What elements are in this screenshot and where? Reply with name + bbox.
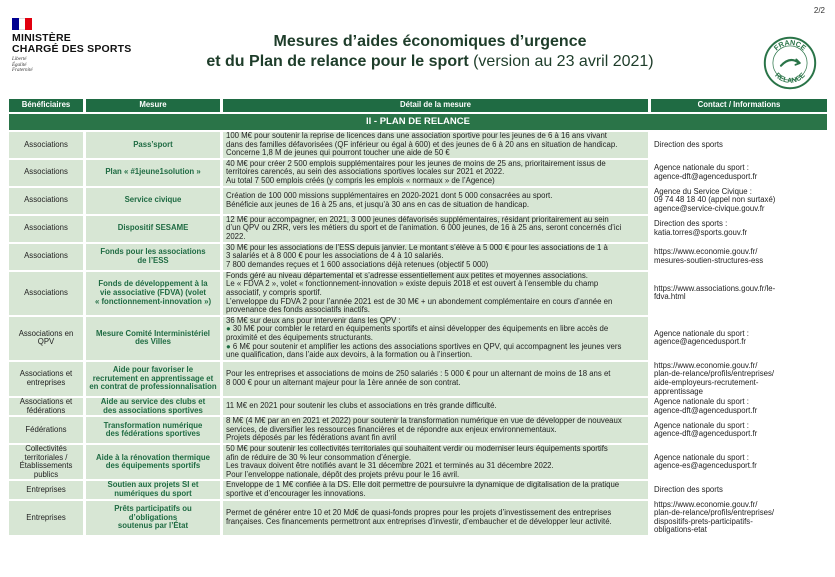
detail-cell: 40 M€ pour créer 2 500 emplois supplémentaires pour les jeunes de moins de 25 ans, prioritairement issus de territoires carencés, au sein des associations sportives locales sur 2021 et 2022. Au total 7 500 emplois créés (y compris les emplois « normaux » de l’Agence) <box>223 160 648 186</box>
table-header <box>9 99 827 112</box>
contact-cell: Direction des sports : katia.torres@sports.gouv.fr <box>651 216 827 242</box>
beneficiary-cell: Associations et fédérations <box>9 398 83 415</box>
detail-cell: Fonds géré au niveau départemental et s’adresse essentiellement aux petites et moyennes associations. Le « FDVA 2 », volet « fonctionnement-innovation » existe depuis 2018 et est ouvert à l’ensemble du champ associatif, y compris sportif. L’enveloppe du FDVA 2 pour l’année 2021 est de 30 M€ + un abondement complémentaire en cours d’année en provenance des fonds associatifs inactifs. <box>223 272 648 315</box>
beneficiary-cell: Associations en QPV <box>9 317 83 360</box>
logo-line2: CHARGÉ DES SPORTS <box>12 43 132 55</box>
table-row <box>9 160 827 186</box>
table-row <box>9 362 827 396</box>
table-row <box>9 445 827 479</box>
table-row <box>9 188 827 214</box>
svg-text:FRANCE: FRANCE <box>771 37 809 53</box>
table-row <box>9 398 827 415</box>
table-row <box>9 501 827 535</box>
measure-cell: Transformation numérique des fédérations sportives <box>86 417 220 443</box>
beneficiary-cell: Associations <box>9 272 83 315</box>
table-row <box>9 317 827 360</box>
section-row <box>9 114 827 130</box>
measure-cell: Aide à la rénovation thermique des équipements sportifs <box>86 445 220 479</box>
measures-table <box>9 97 827 537</box>
detail-cell: Enveloppe de 1 M€ confiée à la DS. Elle doit permettre de poursuivre la dynamique de digitalisation de la pratique sportive et d’encourager les innovations. <box>223 481 648 498</box>
page-number: 2/2 <box>813 6 825 15</box>
detail-cell: 8 M€ (4 M€ par an en 2021 et 2022) pour soutenir la transformation numérique en vue de développer de nouveaux services, de diversifier les ressources financières et de répondre aux enjeux environnementaux. Projets déposés par les fédérations avant fin avril <box>223 417 648 443</box>
measure-cell: Pass’sport <box>86 132 220 158</box>
measure-cell: Soutien aux projets SI et numériques du sport <box>86 481 220 498</box>
detail-cell: 50 M€ pour soutenir les collectivités territoriales qui souhaitent verdir ou moderniser leurs équipements sportifs afin de réduire de 30 % leur consommation d’énergie. Les travaux doivent être notifiés avant le 31 décembre 2021 et terminés au 31 décembre 2022. Pour l’enveloppe nationale, dépôt des projets prévu pour le 16 avril. <box>223 445 648 479</box>
detail-cell: 11 M€ en 2021 pour soutenir les clubs et associations en très grande difficulté. <box>223 398 648 415</box>
table-row <box>9 481 827 498</box>
beneficiary-cell: Collectivités territoriales / Établissements publics <box>9 445 83 479</box>
contact-cell: Agence nationale du sport : agence-es@agencedusport.fr <box>651 445 827 479</box>
header-contact: Contact / Informations <box>651 99 827 112</box>
title-line1: Mesures d’aides économiques d’urgence <box>273 33 587 50</box>
beneficiary-cell: Associations <box>9 132 83 158</box>
detail-cell: 12 M€ pour accompagner, en 2021, 3 000 jeunes défavorisés supplémentaires, résidant prioritairement au sein d’un QPV ou ZRR, vers les métiers du sport et de l’animation. 6 000 jeunes, de 16 à 25 ans, seront concernés d’ici 2022. <box>223 216 648 242</box>
table-row <box>9 272 827 315</box>
measure-cell: Service civique <box>86 188 220 214</box>
beneficiary-cell: Fédérations <box>9 417 83 443</box>
france-relance-badge-icon <box>763 36 817 90</box>
header-measure: Mesure <box>86 99 220 112</box>
contact-cell: https://www.associations.gouv.fr/le- fdva.html <box>651 272 827 315</box>
svg-text:RELANCE: RELANCE <box>773 70 807 85</box>
detail-cell: 36 M€ sur deux ans pour intervenir dans les QPV : ● 30 M€ pour combler le retard en équipements sportifs et ainsi développer des équipements en libre accès de proximité et des équipements structurants. ● 6 M€ pour soutenir et amplifier les actions des associations sportives en QPV, qui accompagnent les jeunes vers une qualification, dans l’aide aux devoirs, à la formation ou à l’insertion. <box>223 317 648 360</box>
ministry-logo <box>12 18 132 74</box>
table-row <box>9 132 827 158</box>
measure-cell: Fonds pour les associations de l’ESS <box>86 244 220 270</box>
measure-cell: Dispositif SESAME <box>86 216 220 242</box>
detail-cell: 30 M€ pour les associations de l’ESS depuis janvier. Le montant s’élève à 5 000 € pour les associations de 1 à 3 salariés et à 8 000 € pour les associations de 4 à 10 salariés. 7 800 demandes reçues et 1 600 associations déjà retenues (objectif 5 000) <box>223 244 648 270</box>
contact-cell: Agence nationale du sport : agence-dft@agencedusport.fr <box>651 417 827 443</box>
page-title <box>150 32 710 72</box>
motto: Liberté Égalité Fraternité <box>12 57 33 73</box>
detail-cell: 100 M€ pour soutenir la reprise de licences dans une association sportive pour les jeunes de 6 à 16 ans vivant dans des familles défavorisées (QF inférieur ou égal à 600) et des jeunes de 6 à 20 ans en situation de handicap. Concerne 1,8 M de jeunes qui pourront toucher une aide de 50 € <box>223 132 648 158</box>
beneficiary-cell: Associations <box>9 244 83 270</box>
contact-cell: Agence nationale du sport : agence-dft@agencedusport.fr <box>651 160 827 186</box>
beneficiary-cell: Associations <box>9 160 83 186</box>
beneficiary-cell: Associations <box>9 188 83 214</box>
contact-cell: Agence nationale du sport : agence-dft@agencedusport.fr <box>651 398 827 415</box>
table-row <box>9 417 827 443</box>
measure-cell: Aide au service des clubs et des associations sportives <box>86 398 220 415</box>
logo-line1: MINISTÈRE <box>12 32 71 44</box>
beneficiary-cell: Associations <box>9 216 83 242</box>
contact-cell: Direction des sports <box>651 132 827 158</box>
measure-cell: Aide pour favoriser le recrutement en apprentissage et en contrat de professionnalisation <box>86 362 220 396</box>
detail-cell: Pour les entreprises et associations de moins de 250 salariés : 5 000 € pour un alternant de moins de 18 ans et 8 000 € pour un alternant majeur pour la 1ère année de son contrat. <box>223 362 648 396</box>
contact-cell: https://www.economie.gouv.fr/ plan-de-relance/profils/entreprises/ aide-employeurs-recrutement- apprentissage <box>651 362 827 396</box>
title-line2: et du Plan de relance pour le sport (version au 23 avril 2021) <box>206 53 654 70</box>
table-row <box>9 216 827 242</box>
detail-cell: Permet de générer entre 10 et 20 Md€ de quasi-fonds propres pour les projets d’investissement des entreprises françaises. Ces financements permettront aux entreprises d’investir, d’embaucher et de développer leur activité. <box>223 501 648 535</box>
contact-cell: Direction des sports <box>651 481 827 498</box>
beneficiary-cell: Associations et entreprises <box>9 362 83 396</box>
measure-cell: Fonds de développement à la vie associative (FDVA) (volet « fonctionnement-innovation ») <box>86 272 220 315</box>
header-beneficiaries: Bénéficiaires <box>9 99 83 112</box>
measure-cell: Prêts participatifs ou d’obligations soutenus par l’État <box>86 501 220 535</box>
measure-cell: Mesure Comité Interministériel des Villes <box>86 317 220 360</box>
french-flag-icon <box>12 18 32 30</box>
contact-cell: https://www.economie.gouv.fr/ mesures-soutien-structures-ess <box>651 244 827 270</box>
contact-cell: https://www.economie.gouv.fr/ plan-de-relance/profils/entreprises/ dispositifs-prets-participatifs- obligations-etat <box>651 501 827 535</box>
beneficiary-cell: Entreprises <box>9 501 83 535</box>
section-title: II - PLAN DE RELANCE <box>9 114 827 130</box>
header-detail: Détail de la mesure <box>223 99 648 112</box>
measure-cell: Plan « #1jeune1solution » <box>86 160 220 186</box>
beneficiary-cell: Entreprises <box>9 481 83 498</box>
table-row <box>9 244 827 270</box>
detail-cell: Création de 100 000 missions supplémentaires en 2020-2021 dont 5 000 consacrées au sport. Bénéficie aux jeunes de 16 à 25 ans, et jusqu’à 30 ans en cas de situation de handicap. <box>223 188 648 214</box>
contact-cell: Agence nationale du sport : agence@agencedusport.fr <box>651 317 827 360</box>
contact-cell: Agence du Service Civique : 09 74 48 18 40 (appel non surtaxé) agence@service-civique.gouv.fr <box>651 188 827 214</box>
